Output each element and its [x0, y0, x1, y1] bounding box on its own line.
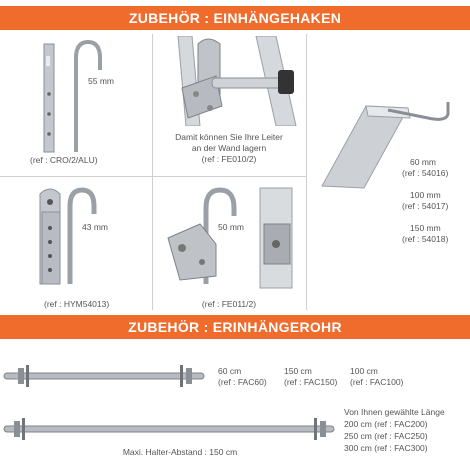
- accessories-hooks-banner: ZUBEHÖR : EINHÄNGEHAKEN: [0, 6, 470, 30]
- fe010-holder-image: [158, 36, 303, 126]
- fe010-caption-line2: an der Wand lagern: [191, 143, 267, 153]
- accessories-tubes-banner: ZUBEHÖR : ERINHÄNGEROHR: [0, 315, 470, 339]
- fe010-caption-line1: Damit können Sie Ihre Leiter: [175, 132, 283, 142]
- grid-divider: [0, 176, 306, 177]
- fe011-size-label: 50 mm: [218, 222, 244, 232]
- cro-ref-label: (ref : CRO/2/ALU): [30, 155, 98, 165]
- tube-length-150: 150 cm: [284, 366, 312, 376]
- tube-ref-150: (ref : FAC150): [284, 377, 338, 387]
- short-tube-image: [0, 362, 215, 392]
- custom-length-300: 300 cm (ref : FAC300): [344, 443, 428, 453]
- right-hook-size-2: 100 mm: [410, 190, 441, 200]
- fe011-hook-image: [160, 184, 300, 294]
- cro-hook-image: [30, 36, 110, 156]
- grid-divider: [152, 34, 153, 310]
- cro-size-label: 55 mm: [88, 76, 114, 86]
- right-hook-ref-1: (ref : 54016): [402, 168, 449, 178]
- hym-ref-label: (ref : HYM54013): [44, 299, 110, 309]
- tube-length-60: 60 cm: [218, 366, 242, 376]
- right-hook-ref-3: (ref : 54018): [402, 234, 449, 244]
- tube-ref-60: (ref : FAC60): [218, 377, 267, 387]
- fe011-ref-label: (ref : FE011/2): [201, 299, 257, 309]
- right-hook-size-3: 150 mm: [410, 223, 441, 233]
- custom-length-title: Von Ihnen gewählte Länge: [344, 407, 445, 417]
- right-hook-ref-2: (ref : 54017): [402, 201, 449, 211]
- hym-size-label: 43 mm: [82, 222, 108, 232]
- hym-hook-image: [30, 184, 110, 294]
- custom-length-250: 250 cm (ref : FAC250): [344, 431, 428, 441]
- grid-divider: [306, 34, 307, 310]
- fe010-ref-label: (ref : FE010/2): [201, 154, 257, 164]
- right-hook-size-1: 60 mm: [410, 157, 436, 167]
- custom-length-200: 200 cm (ref : FAC200): [344, 419, 428, 429]
- tube-length-100: 100 cm: [350, 366, 378, 376]
- tube-ref-100: (ref : FAC100): [350, 377, 404, 387]
- long-tube-image: [0, 415, 340, 445]
- max-spacing-label: Maxi. Halter-Abstand : 150 cm: [122, 447, 238, 457]
